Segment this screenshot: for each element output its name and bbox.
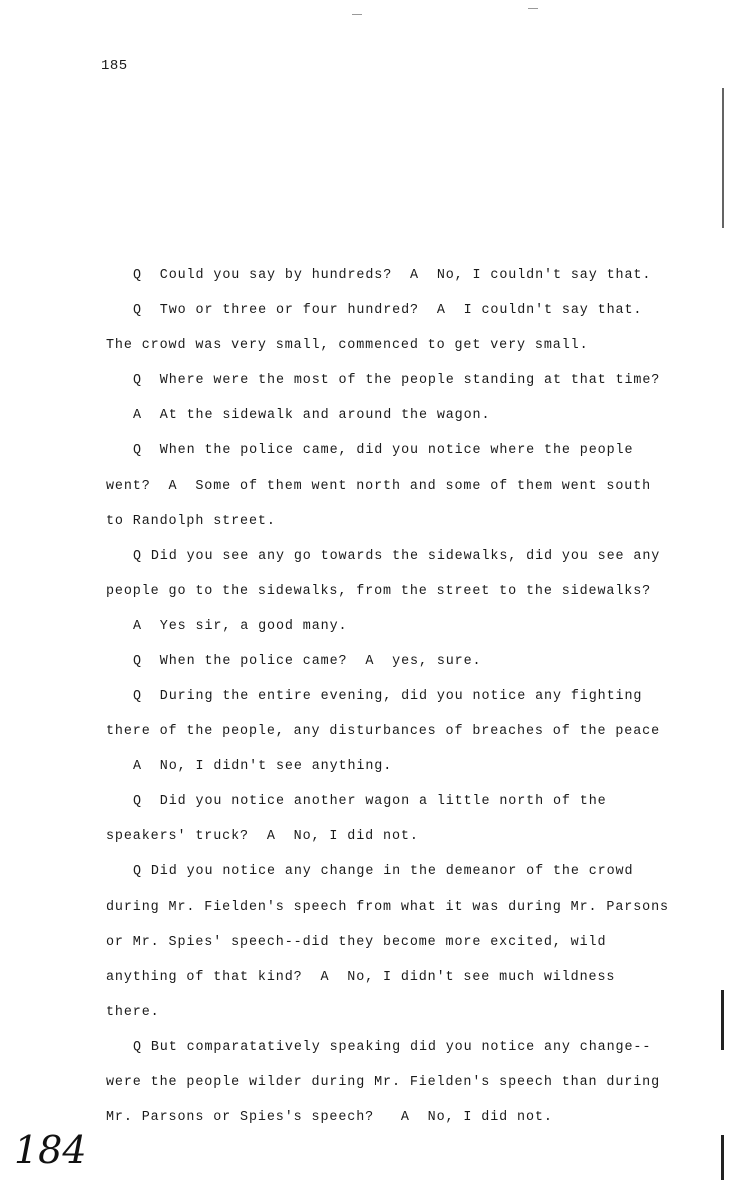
transcript-line: A At the sidewalk and around the wagon. [133,408,491,423]
transcript-line: to Randolph street. [106,514,276,529]
scan-edge-mark [721,990,724,1050]
transcript-line: or Mr. Spies' speech--did they become more excited, wild [106,935,607,950]
transcript-line: The crowd was very small, commenced to get very small. [106,338,589,353]
transcript-line: Q When the police came? A yes, sure. [133,654,482,669]
transcript-line: there. [106,1005,160,1020]
transcript-line: Q Two or three or four hundred? A I couldn't say that. [133,303,643,318]
handwritten-page-number: 184 [14,1128,87,1172]
transcript-line: Q When the police came, did you notice where the people [133,443,634,458]
transcript-line: Q Could you say by hundreds? A No, I couldn't say that. [133,268,652,283]
scan-edge-mark [721,1135,724,1180]
transcript-line: A No, I didn't see anything. [133,759,393,774]
transcript-line: Q But comparatatively speaking did you notice any change-- [133,1040,652,1055]
transcript-line: Mr. Parsons or Spies's speech? A No, I did not. [106,1110,553,1125]
scan-speck [352,14,362,15]
transcript-line: went? A Some of them went north and some of them went south [106,479,652,494]
transcript-line: speakers' truck? A No, I did not. [106,829,419,844]
transcript-line: anything of that kind? A No, I didn't see much wildness [106,970,616,985]
transcript-line: Q Did you notice another wagon a little north of the [133,794,607,809]
transcript-line: people go to the sidewalks, from the street to the sidewalks? [106,584,652,599]
scan-edge-mark [722,88,724,228]
transcript-line: during Mr. Fielden's speech from what it was during Mr. Parsons [106,900,669,915]
transcript-line: were the people wilder during Mr. Fielden's speech than during [106,1075,661,1090]
transcript-line: Q During the entire evening, did you notice any fighting [133,689,643,704]
transcript-line: Q Did you see any go towards the sidewalks, did you see any [133,549,661,564]
page-number: 185 [101,58,128,74]
transcript-line: A Yes sir, a good many. [133,619,348,634]
transcript-line: there of the people, any disturbances of breaches of the peace [106,724,661,739]
transcript-line: Q Did you notice any change in the demeanor of the crowd [133,864,634,879]
transcript-line: Q Where were the most of the people standing at that time? [133,373,661,388]
scan-speck [528,8,538,9]
